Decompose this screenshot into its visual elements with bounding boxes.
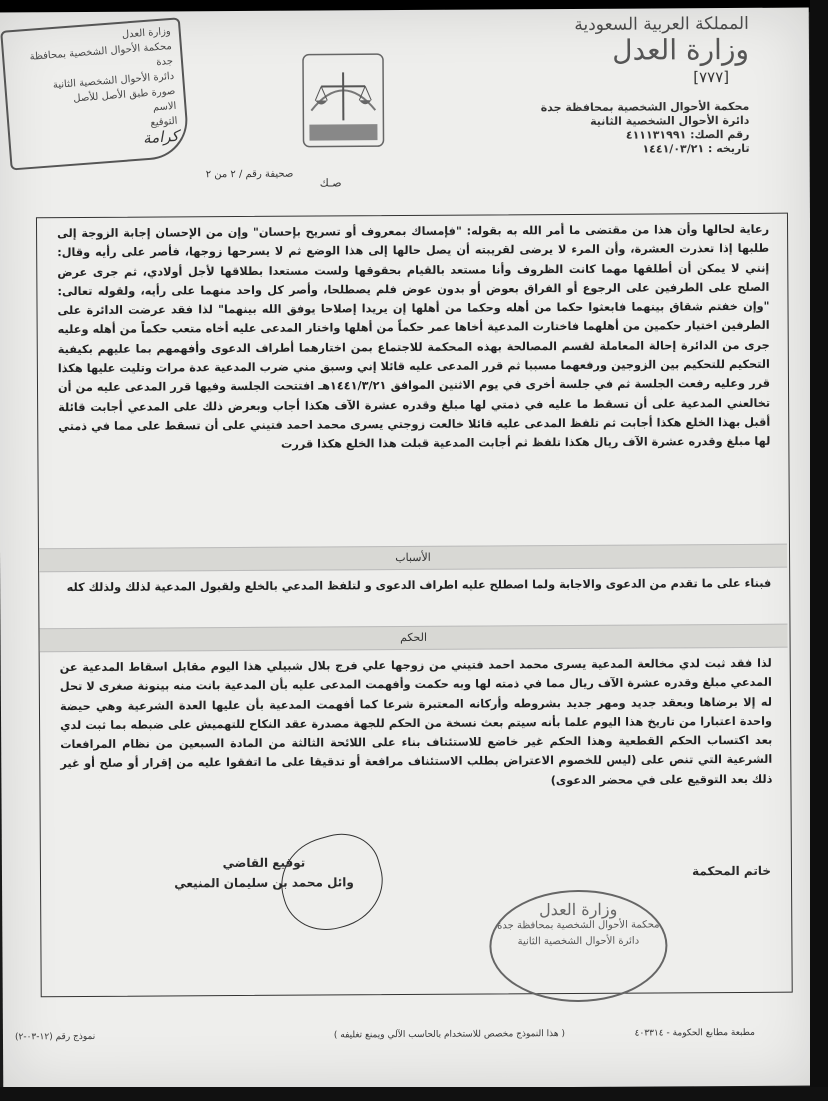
court-name: محكمة الأحوال الشخصية بمحافظة جدة [540,99,750,115]
judge-signature-block [159,852,369,893]
deed-number: رقم الصك: ٤١١١٣١٩٩١ [625,127,750,142]
letterhead [419,14,750,158]
judge-title: توقيع القاضي [222,855,306,871]
judge-name: وائل محمد بن سليمان المنيعي [174,875,354,891]
ruling-body [36,213,793,998]
stamp-line: وزارة العدل [121,26,172,41]
stamp-line: صورة طبق الأصل للأصل [72,85,176,105]
reasons-paragraph: فبناء على ما تقدم من الدعوى والاجابة ولما اصطلح عليه اطراف الدعوى و لتلفظ المدعي بالخلع ولقبول المدعية لذلك ولذلك كله [66,576,772,595]
ruling-paragraph: لذا فقد ثبت لدي مخالعة المدعية يسرى محمد احمد فتيني من زوجها علي فرج بلال شبيلي هذا اليوم مقابل اسقاط المدعية عن المدعي مبلغ وقدره عشرة الآف ريال مما في ذمته لها وبه حكمت وأفهمت المدعى عليه بأن المدعية بانت منه بينونة صغرى لا تحل له إلا برضاها وبعقد جديد ومهر جديد بشروطه وأركانه المعتبرة شرعا كما أفهمت المدعية بأن عليها العدة الشرعية وهي حيضة واحدة اعتبارا من تاريخ هذا اليوم علما بأنه سيتم بعث نسخة من الحكم للجهة مصدرة عقد النكاح للتهميش على ضبطه بما ثبت لدي بعد اكتساب الحكم القطعية وهذا الحكم غير خاضع للاستئناف بناء على اللائحة الثالثة من المادة السبعين من نظام المرافعات الشرعية التي تنص على (ليس للخصوم الاعتراض بطلب الاستئناف مرافعة أو تدقيقا على ما اتفقوا عليه من إقرار أو صلح أو غير ذلك بعد التوقيع على في محضر الدعوى) [59,656,773,787]
certified-copy-stamp [0,17,190,170]
ministry-emblem-icon [297,50,390,151]
reasons-heading: الأسباب [39,544,787,573]
bottom-dark-edge [0,1087,828,1101]
ministry-title: وزارة العدل [612,32,750,67]
deed-label: صـك [319,176,342,190]
document-page [0,8,815,1091]
case-facts-paragraph: رعاية لحالها وأن هذا من مقتضى ما أمر الله به بقوله: "فإمساك بمعروف أو تسريح بإحسان" وإن من الإحسان إجابة الزوجة إلى طلبها إذا تعذرت العشرة، وأن المرء لا يرضى لقريبته أن يصل حالها إلى هذا الوضع ثم لا يسرحها زوجها، فأصر على رأيه وقال: إنني لا يمكن أن أطلقها مهما كانت الظروف وأنا مستعد بالقيام بحقوقها ولست مستعدا بطلاقها لأجل أولادي، ثم جرى عرض الصلح على الطرفين على الرجوع أو الفراق بعوض أو بدون عوض فلم يصطلحا، وأصر كل واحد منهما على رأيه، ولقوله تعالى: "وإن خفتم شقاق بينهما فابعثوا حكما من أهله وحكما من أهلها إن يريدا إصلاحا يوفق الله بينهما" لذا فقد عرضت الدائرة على الطرفين اختيار حكمين من أهلهما فاختارت المدعية أخاها عمر حكماً من أهلها واختار المدعى عليه أخاه متعب حكماً من أهله وعليه جرى من الدائرة إحالة المعاملة لقسم المصالحة بهذه المحكمة للاجتماع بمن اختارهما أطراف الدعوى وأفهمهم بما عليهم بكيفية التحكيم للتحكيم بين الزوجين ورفعهما مسببا ثم قرر المدعى عليه قائلا إني وسبق مني ضرب المدعية عدة مرات وتليت عليها هكذا قرر وعليه رفعت الجلسة ثم في جلسة أخرى في يوم الاثنين الموافق ١٤٤١/٣/٢١هـ افتتحت الجلسة وفيها قرر المدعى عليه من أن تخالعني المدعية على أن تسقط ما عليه في ذمتي لها مبلغ وقدره عشرة الآف هكذا أجاب وبعرض ذلك على المدعي أجابت قائلة أقبل بهذا الخلع هكذا أجابت ثم تلفظ المدعى عليه قائلا خالعت زوجتي يسرى محمد احمد فتيني على أن تسقط على مما في ذمتي لها مبلغ وقدره عشرة الآف ريال هكذا تلفظ ثم أجابت المدعية قبلت هذا الخلع هكذا قررت [57,222,771,452]
form-number: [٧٧٧] [693,68,730,87]
court-info [419,100,749,158]
right-dark-edge [810,0,828,1101]
stamp-line: دائرة الأحوال الشخصية الثانية [52,70,175,92]
kingdom-title: المملكة العربية السعودية [574,13,749,35]
court-oval-stamp [489,889,668,1002]
oval-stamp-ministry: وزارة العدل [539,899,618,920]
court-seal-label: خاتم المحكمة [692,863,772,879]
oval-stamp-circuit: دائرة الأحوال الشخصية الثانية [517,935,640,948]
stamp-line: التوقيع [150,115,178,129]
printer-info: مطبعة مطابع الحكومة - ٤٠٣٣١٤ [634,1027,755,1039]
circuit-name: دائرة الأحوال الشخصية الثانية [590,113,750,128]
stamp-line: الاسم [152,100,177,114]
stamp-line: محكمة الأحوال الشخصية بمحافظة جدة [29,40,174,69]
ruling-heading: الحكم [39,624,787,653]
page-number: صحيفة رقم / ٢ من ٢ [205,168,294,181]
deed-date: تاريخه : ١٤٤١/٠٣/٢١ [642,141,750,156]
oval-stamp-court: محكمة الأحوال الشخصية بمحافظة جدة [497,919,660,932]
stamp-signature: كرامة [142,126,180,148]
usage-notice: ( هذا النموذج مخصص للاستخدام بالحاسب الآلي ويمنع تغليفه ) [333,1029,565,1041]
model-number: نموذج رقم (١٢-٠٣-٢) [14,1031,96,1043]
